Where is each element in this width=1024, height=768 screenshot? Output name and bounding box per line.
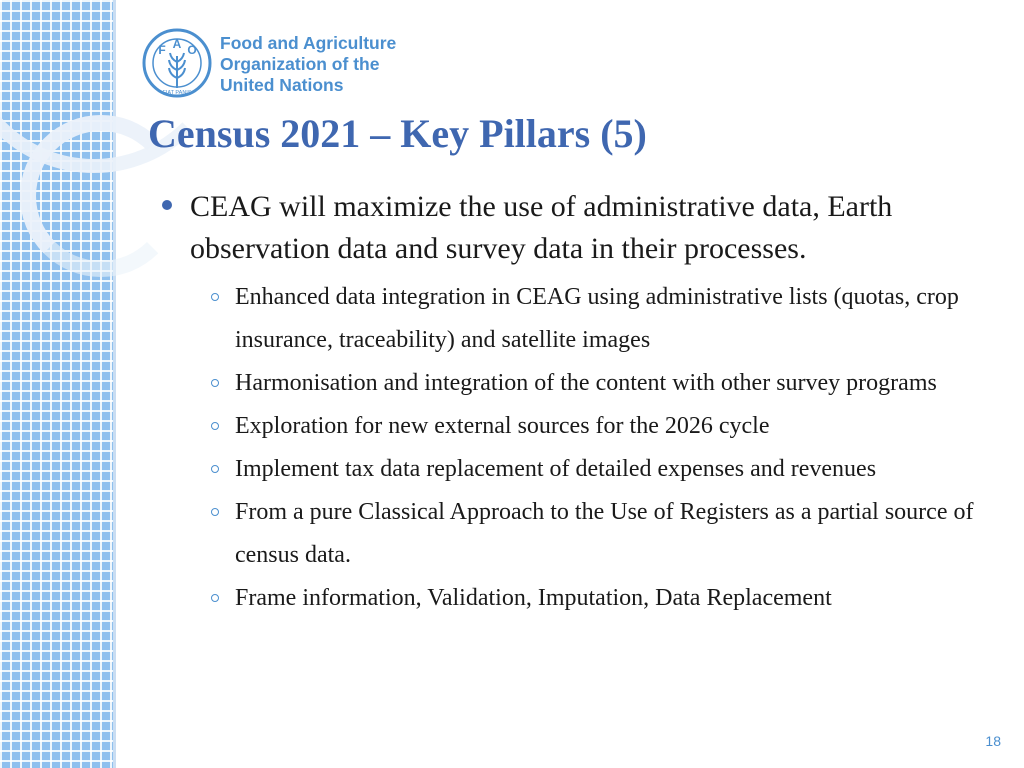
emblem-letter-f: F: [158, 43, 166, 57]
sub-bullet-text: Frame information, Validation, Imputation, Data Replacement: [235, 585, 832, 611]
bullet-ring-icon: [211, 465, 219, 473]
page-number: 18: [985, 733, 1001, 749]
fao-logo: [142, 28, 397, 100]
main-bullet: [160, 186, 1000, 270]
slide-title: Census 2021 – Key Pillars (5): [148, 111, 647, 156]
org-line-3: United Nations: [220, 75, 344, 95]
org-line-1: Food and Agriculture: [220, 33, 397, 53]
sub-bullet-list: [160, 276, 1000, 620]
sub-bullet: [235, 405, 1000, 448]
sub-bullet: [235, 276, 1000, 362]
sub-bullet-text: From a pure Classical Approach to the Use of Registers as a partial source of census data.: [235, 499, 974, 568]
fao-organization-name: [220, 33, 396, 96]
bullet-ring-icon: [211, 379, 219, 387]
sub-bullet-text: Enhanced data integration in CEAG using administrative lists (quotas, crop insurance, traceability) and satellite images: [235, 284, 959, 353]
sub-bullet: [235, 362, 1000, 405]
main-bullet-text: CEAG will maximize the use of administrative data, Earth observation data and survey data in their processes.: [190, 190, 893, 265]
bullet-ring-icon: [211, 422, 219, 430]
sub-bullet-text: Implement tax data replacement of detailed expenses and revenues: [235, 456, 877, 482]
org-line-2: Organization of the: [220, 54, 380, 74]
sub-bullet: [235, 448, 1000, 491]
emblem-letter-a: A: [172, 37, 182, 51]
sub-bullet: [235, 491, 1000, 577]
bullet-ring-icon: [211, 594, 219, 602]
bullet-ring-icon: [211, 293, 219, 301]
slide-content: [160, 186, 1000, 620]
sub-bullet-text: Harmonisation and integration of the content with other survey programs: [235, 370, 937, 396]
emblem-letter-o: O: [187, 43, 197, 57]
bullet-ring-icon: [211, 508, 219, 516]
bullet-dot-icon: [162, 200, 172, 210]
fao-emblem-icon: [142, 28, 212, 98]
sub-bullet-text: Exploration for new external sources for the 2026 cycle: [235, 413, 770, 439]
sub-bullet: [235, 577, 1000, 620]
emblem-motto: FIAT PANIS: [162, 90, 192, 96]
